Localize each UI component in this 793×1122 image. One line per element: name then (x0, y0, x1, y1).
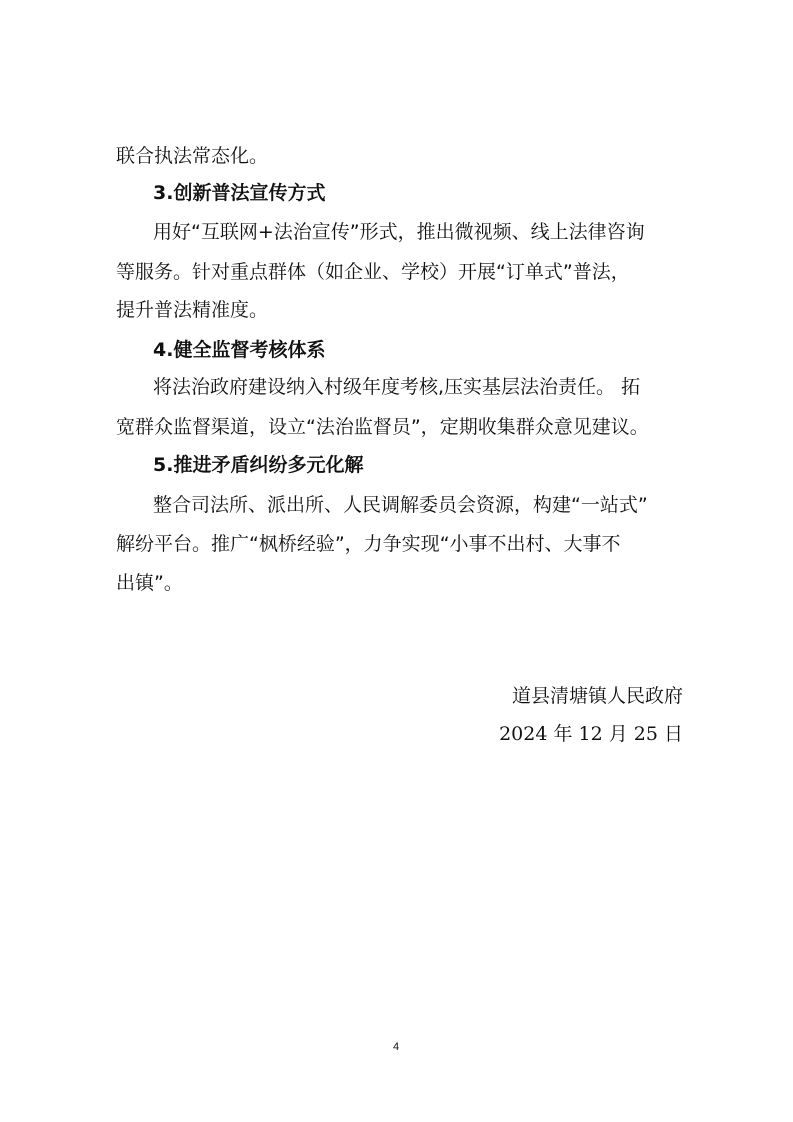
paragraph-line: 解纷平台。推广“枫桥经验”，力争实现“小事不出村、大事不 (116, 533, 621, 555)
paragraph-line: 宽群众监督渠道，设立“法治监督员”，定期收集群众意见建议。 (116, 416, 649, 438)
paragraph-line: 等服务。针对重点群体（如企业、学校）开展“订单式”普法， (116, 261, 630, 283)
section-heading: 3.创新普法宣传方式 (153, 182, 326, 204)
paragraph-line: 整合司法所、派出所、人民调解委员会资源，构建“一站式” (153, 494, 648, 516)
paragraph-line: 提升普法精准度。 (116, 299, 269, 321)
paragraph-line: 将法治政府建设纳入村级年度考核,压实基层法治责任。 拓 (153, 376, 641, 398)
page-number: 4 (392, 1041, 400, 1053)
paragraph-line: 出镇”。 (116, 572, 183, 594)
section-heading: 5.推进矛盾纠纷多元化解 (153, 454, 364, 476)
paragraph-line: 联合执法常态化。 (116, 145, 269, 167)
signature-date: 2024 年 12 月 25 日 (499, 723, 683, 745)
signature-organization: 道县清塘镇人民政府 (511, 685, 683, 707)
paragraph-line: 用好“互联网+法治宣传”形式，推出微视频、线上法律咨询 (153, 221, 645, 243)
section-heading: 4.健全监督考核体系 (153, 339, 326, 361)
